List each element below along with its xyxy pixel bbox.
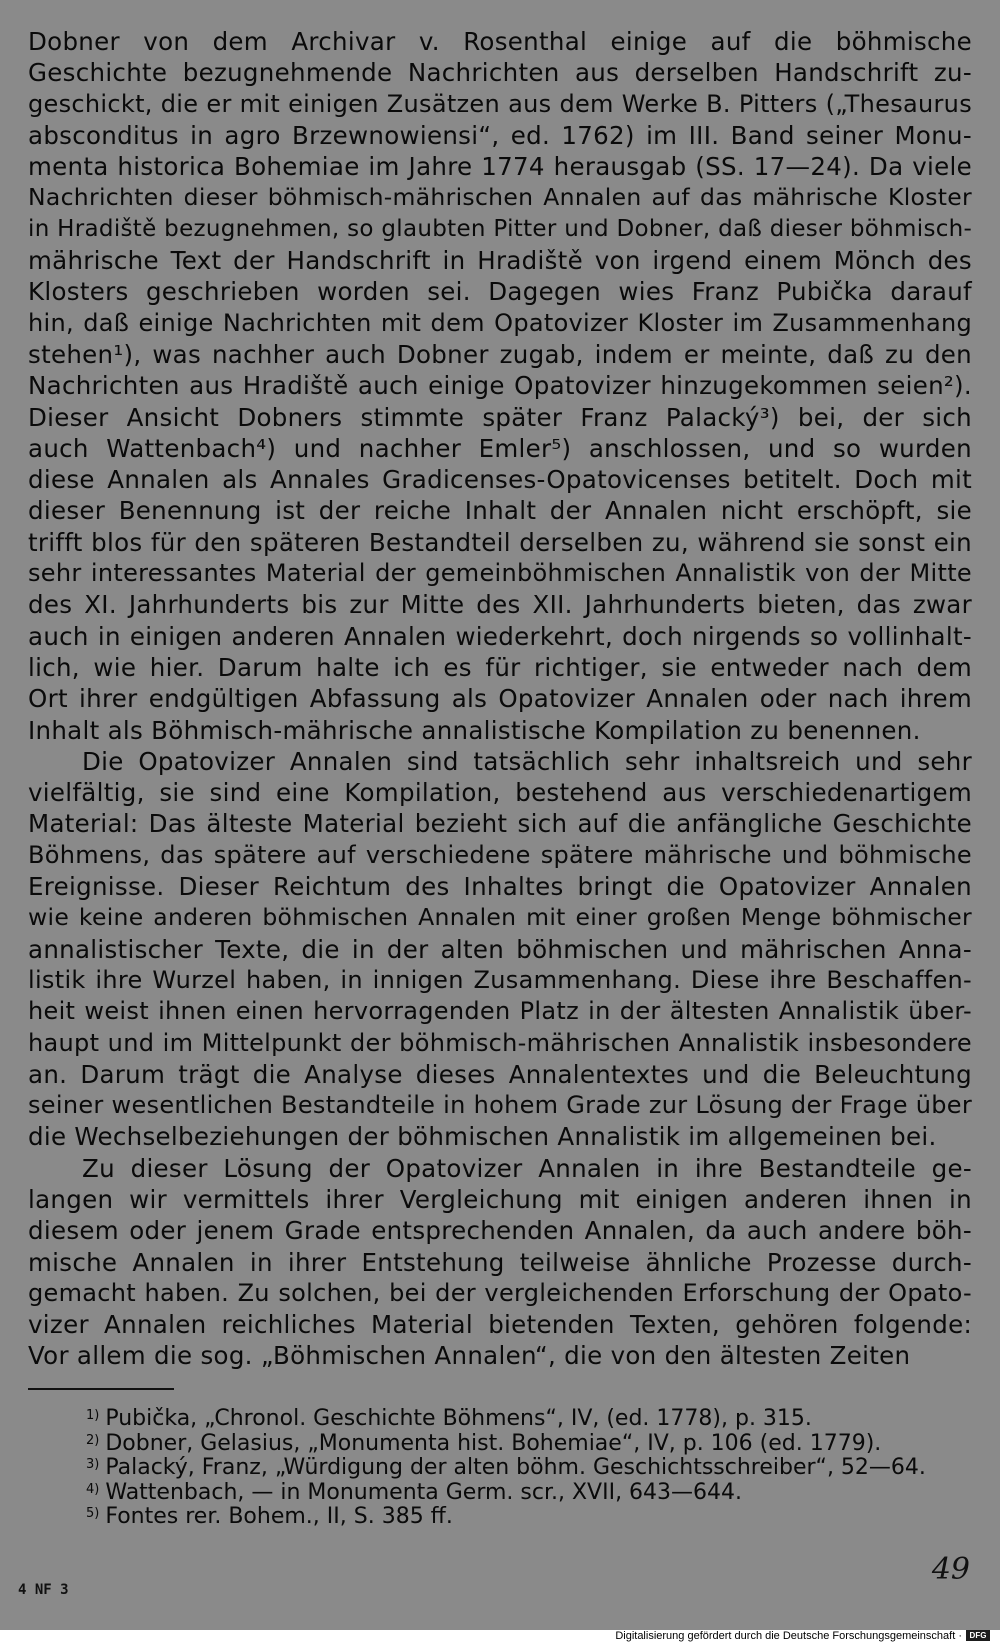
text-line: Die Opatovizer Annalen sind tatsächlich sehr inhaltsreich und sehr bbox=[82, 746, 972, 776]
footnote-text: Wattenbach, — in Monumenta Germ. scr., XVII, 643—644. bbox=[105, 1479, 743, 1505]
page-number: 49 bbox=[931, 1552, 970, 1587]
text-line: diese Annalen als Annales Gradicenses-Opatovicenses betitelt. Doch mit bbox=[28, 465, 972, 495]
text-line: vielfältig, sie sind eine Kompilation, bestehend aus verschiedenartigem bbox=[28, 778, 972, 808]
footnote bbox=[86, 1502, 976, 1527]
text-line: Dobner von dem Archivar v. Rosenthal einige auf die böhmische bbox=[28, 27, 972, 56]
text-line: dieser Benennung ist der reiche Inhalt der Annalen nicht erschöpft, sie bbox=[28, 496, 972, 526]
text-line: annalistischer Texte, die in der alten böhmischen und mährischen Anna- bbox=[28, 934, 972, 964]
signature-mark: 4 NF 3 bbox=[18, 1582, 69, 1598]
text-line: hin, daß einige Nachrichten mit dem Opatovizer Kloster im Zusammenhang bbox=[28, 308, 972, 337]
text-line: Geschichte bezugnehmende Nachrichten aus derselben Handschrift zu- bbox=[28, 58, 972, 88]
digitization-credit: Digitalisierung gefördert durch die Deutsche Forschungsgemeinschaft · bbox=[615, 1630, 962, 1642]
text-line: listik ihre Wurzel haben, in innigen Zusammenhang. Diese ihre Beschaffen- bbox=[28, 965, 972, 994]
text-line: diesem oder jenem Grade entsprechenden Annalen, da auch andere böh- bbox=[28, 1216, 972, 1246]
footnote-mark: 2) bbox=[86, 1432, 100, 1448]
text-line: an. Darum trägt die Analyse dieses Annalentextes und die Beleuchtung bbox=[28, 1059, 972, 1089]
text-line: geschickt, die er mit einigen Zusätzen aus dem Werke B. Pitters („Thesaurus bbox=[28, 89, 972, 118]
text-line: gemacht haben. Zu solchen, bei der vergleichenden Erforschung der Opato- bbox=[28, 1278, 972, 1307]
text-line: haupt und im Mittelpunkt der böhmisch-mährischen Annalistik insbesondere bbox=[28, 1028, 972, 1057]
footnote bbox=[86, 1478, 976, 1503]
footnote bbox=[86, 1429, 976, 1454]
text-line: stehen¹), was nachher auch Dobner zugab, indem er meinte, daß zu den bbox=[28, 339, 972, 369]
footnote bbox=[86, 1453, 976, 1478]
footnote-rule bbox=[28, 1388, 174, 1390]
dfg-logo: DFG bbox=[966, 1630, 990, 1641]
footnote-mark: 5) bbox=[86, 1506, 100, 1521]
text-line: absconditus in agro Brzewnowiensi“, ed. 1762) im III. Band seiner Monu- bbox=[28, 120, 972, 150]
text-line: seiner wesentlichen Bestandteile in hohem Grade zur Lösung der Frage über bbox=[28, 1091, 972, 1120]
text-line: mährische Text der Handschrift in Hradiště von irgend einem Mönch des bbox=[28, 246, 972, 276]
text-line: vizer Annalen reichliches Material bietenden Texten, gehören folgende: bbox=[28, 1310, 972, 1340]
text-line: Nachrichten aus Hradiště auch einige Opatovizer hinzugekommen seien²). bbox=[28, 371, 972, 401]
footnote-text: Dobner, Gelasius, „Monumenta hist. Bohemiae“, IV, p. 106 (ed. 1779). bbox=[105, 1430, 882, 1456]
text-line: wie keine anderen böhmischen Annalen mit einer großen Menge böhmischer bbox=[28, 903, 972, 932]
body-text bbox=[28, 26, 972, 1372]
text-line: heit weist ihnen einen hervorragenden Platz in der ältesten Annalistik über- bbox=[28, 997, 972, 1026]
text-line: Klosters geschrieben worden sei. Dagegen wies Franz Pubička darauf bbox=[28, 277, 972, 307]
text-line: auch Wattenbach⁴) und nachher Emler⁵) anschlossen, und so wurden bbox=[28, 433, 972, 463]
text-line: Vor allem die sog. „Böhmischen Annalen“, die von den ältesten Zeiten bbox=[28, 1341, 911, 1371]
footnote-mark: 1) bbox=[86, 1408, 100, 1423]
text-line: des XI. Jahrhunderts bis zur Mitte des XII. Jahrhunderts bieten, das zwar bbox=[28, 590, 972, 620]
text-line: auch in einigen anderen Annalen wiederkehrt, doch nirgends so vollinhalt- bbox=[28, 621, 972, 651]
text-line: menta historica Bohemiae im Jahre 1774 herausgab (SS. 17—24). Da viele bbox=[28, 152, 972, 182]
text-line: mische Annalen in ihrer Entstehung teilweise ähnliche Prozesse durch- bbox=[28, 1247, 972, 1277]
text-line: Ereignisse. Dieser Reichtum des Inhaltes bringt die Opatovizer Annalen bbox=[28, 872, 972, 902]
text-line: in Hradiště bezugnehmen, so glaubten Pitter und Dobner, daß dieser böhmisch- bbox=[28, 215, 973, 242]
footnote-mark: 3) bbox=[86, 1457, 100, 1472]
text-line: die Wechselbeziehungen der böhmischen Annalistik im allgemeinen bei. bbox=[28, 1122, 937, 1152]
text-line: Material: Das älteste Material bezieht sich auf die anfängliche Geschichte bbox=[28, 809, 972, 839]
text-line: sehr interessantes Material der gemeinböhmischen Annalistik von der Mitte bbox=[28, 559, 972, 588]
text-line: Böhmens, das spätere auf verschiedene spätere mährische und böhmische bbox=[28, 840, 972, 869]
text-line: Zu dieser Lösung der Opatovizer Annalen in ihre Bestandteile ge- bbox=[82, 1153, 972, 1183]
footnote-mark: 4) bbox=[86, 1481, 100, 1497]
text-line: Ort ihrer endgültigen Abfassung als Opatovizer Annalen oder nach ihrem bbox=[28, 684, 972, 714]
text-line: Nachrichten dieser böhmisch-mährischen Annalen auf das mährische Kloster bbox=[28, 183, 972, 212]
text-line: Dieser Ansicht Dobners stimmte später Franz Palacký³) bei, der sich bbox=[28, 402, 972, 432]
text-line: trifft blos für den späteren Bestandteil derselben zu, während sie sonst ein bbox=[28, 527, 972, 557]
footnote-text: Palacký, Franz, „Würdigung der alten böhm. Geschichtsschreiber“, 52—64. bbox=[105, 1455, 926, 1480]
text-line: Inhalt als Böhmisch-mährische annalistische Kompilation zu benennen. bbox=[28, 715, 921, 745]
text-line: langen wir vermittels ihrer Vergleichung mit einigen anderen ihnen in bbox=[28, 1184, 972, 1214]
footnote-text: Pubička, „Chronol. Geschichte Böhmens“, IV, (ed. 1778), p. 315. bbox=[105, 1406, 812, 1431]
text-line: lich, wie hier. Darum halte ich es für richtiger, sie entweder nach dem bbox=[28, 652, 972, 682]
footnote-text: Fontes rer. Bohem., II, S. 385 ff. bbox=[105, 1504, 453, 1529]
footnote bbox=[86, 1404, 976, 1429]
footnotes bbox=[86, 1404, 976, 1527]
